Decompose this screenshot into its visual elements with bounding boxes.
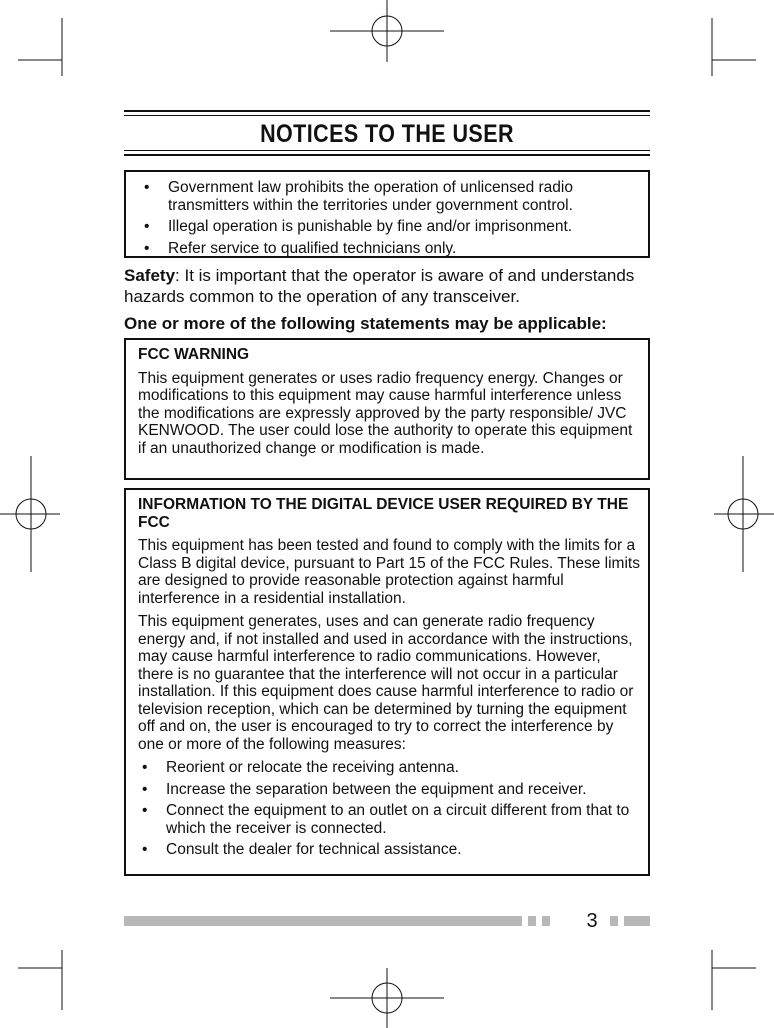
page-footer: [0, 909, 774, 933]
digital-device-box: [124, 488, 650, 876]
footer-bar-segment: [610, 916, 618, 926]
footer-bar: [124, 916, 522, 926]
notice-list: [140, 179, 638, 257]
measure-item: • Reorient or relocate the receiving antenna.: [138, 759, 640, 777]
measure-item: • Increase the separation between the equipment and receiver.: [138, 781, 640, 799]
notice-item: • Illegal operation is punishable by fine and/or imprisonment.: [140, 218, 638, 236]
notice-item: • Refer service to qualified technicians only.: [140, 240, 638, 258]
safety-text: : It is important that the operator is aware of and understands hazards common to the operation of any transceiver.: [124, 266, 635, 306]
footer-bar-end: [624, 916, 650, 926]
measures-list: [138, 759, 640, 859]
notice-box: [124, 170, 650, 258]
footer-bar-segment: [528, 916, 536, 926]
safety-label: Safety: [124, 266, 176, 285]
measure-item: • Consult the dealer for technical assistance.: [138, 841, 640, 859]
fcc-warning-body: This equipment generates or uses radio frequency energy. Changes or modifications to this equipment may cause harmful interference unless the modifications are expressly approved by the party responsible/ JVC KENWOOD. The user could lose the authority to operate this equipment if an unauthorized change or modification is made.: [138, 369, 633, 457]
safety-statement: [124, 265, 650, 307]
measure-item: • Connect the equipment to an outlet on a circuit different from that to which the receiver is connected.: [138, 802, 640, 837]
page-number: 3: [586, 910, 598, 932]
fcc-warning-heading: FCC WARNING: [138, 346, 250, 363]
page-title: NOTICES TO THE USER: [260, 120, 514, 148]
title-rule-top: [124, 110, 650, 116]
digital-device-paragraph-2: This equipment generates, uses and can generate radio frequency energy and, if not installed and used in accordance with the instructions, may cause harmful interference to radio communications. However, there is no guarantee that the interference will not occur in a particular installation. If this equipment does cause harmful interference to radio or television reception, which can be determined by turning the equipment off and on, the user is encouraged to try to correct the interference by one or more of the following measures:: [138, 613, 634, 753]
fcc-warning-box: [124, 338, 650, 480]
applicable-heading: One or more of the following statements may be applicable:: [124, 314, 607, 333]
title-rule-bottom: [124, 150, 650, 156]
digital-device-heading: INFORMATION TO THE DIGITAL DEVICE USER REQUIRED BY THE FCC: [138, 496, 629, 531]
footer-bar-segment: [542, 916, 550, 926]
notice-item: • Government law prohibits the operation of unlicensed radio transmitters within the territories under government control.: [140, 179, 638, 214]
digital-device-paragraph-1: This equipment has been tested and found to comply with the limits for a Class B digital device, pursuant to Part 15 of the FCC Rules. These limits are designed to provide reasonable protection against harmful interference in a residential installation.: [138, 537, 640, 607]
